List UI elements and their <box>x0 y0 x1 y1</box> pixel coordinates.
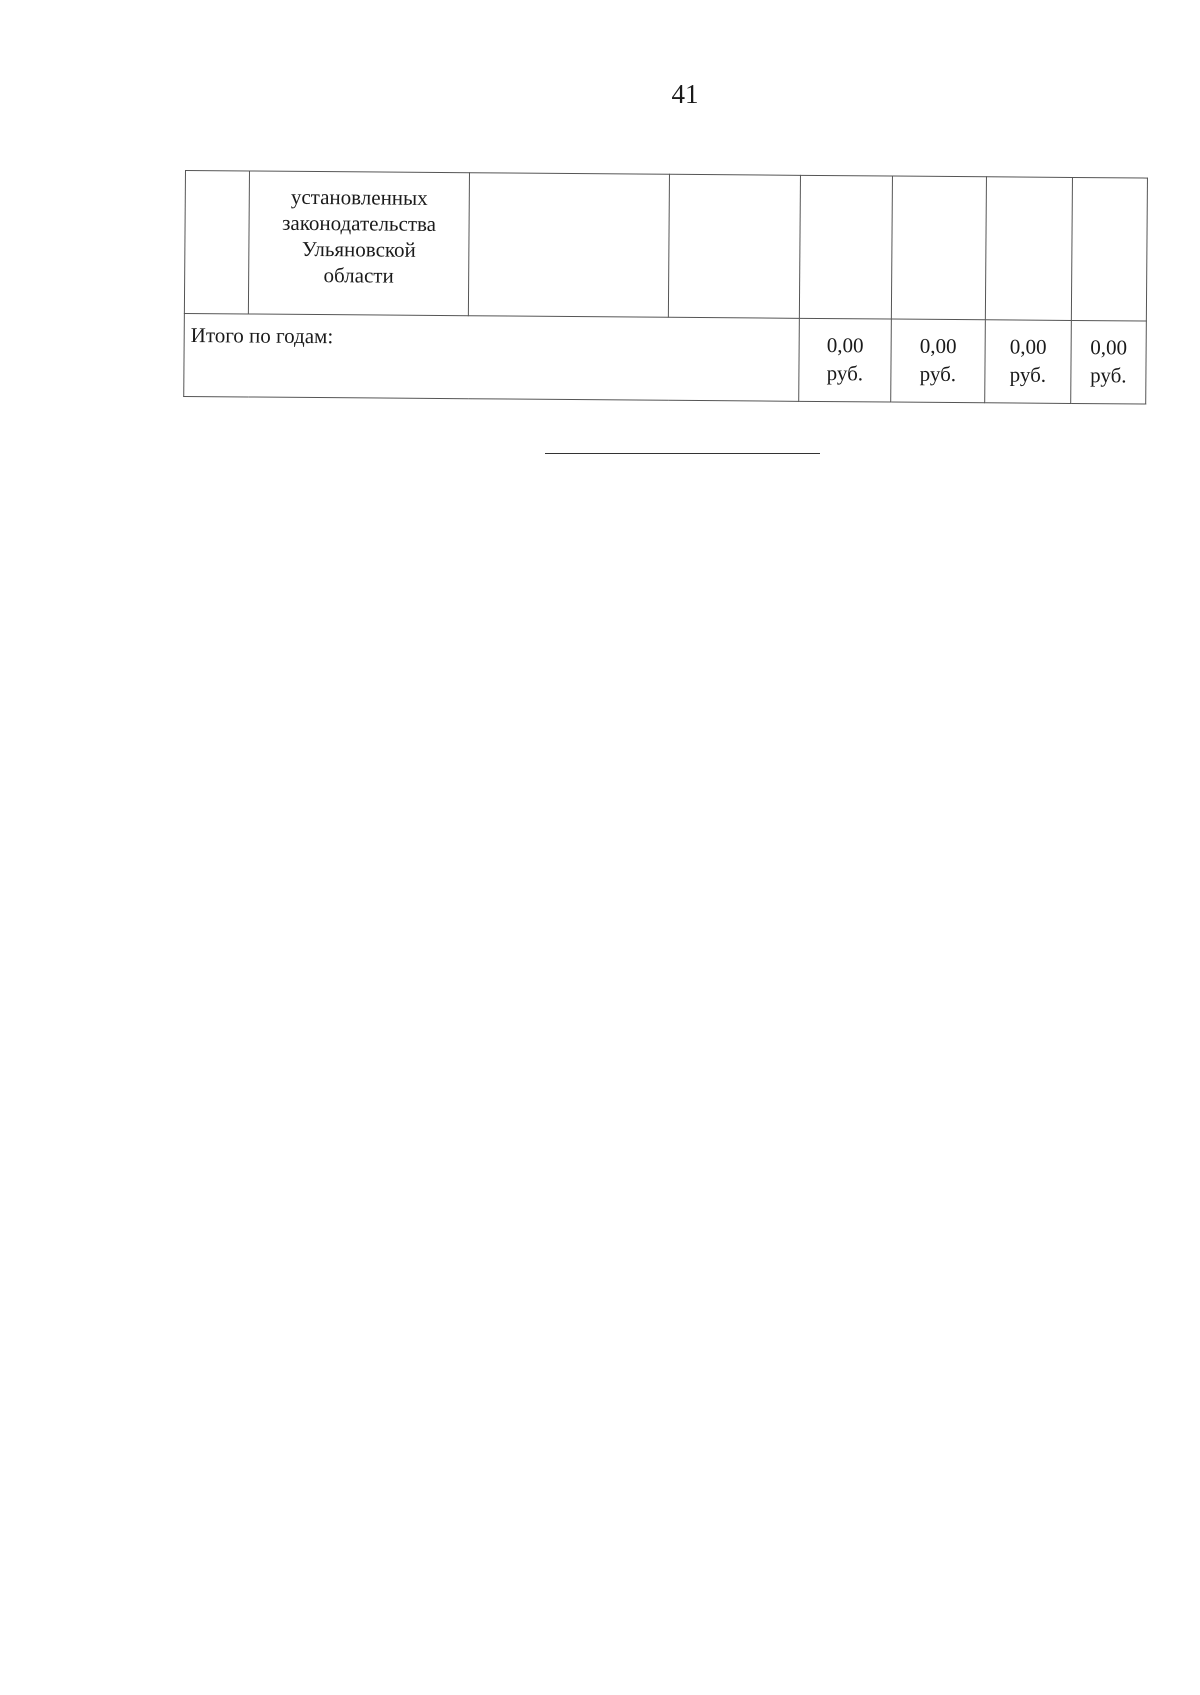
table-row <box>184 171 1147 322</box>
amount-value: 0,00 <box>1009 334 1047 359</box>
empty-cell <box>1071 177 1147 321</box>
amount-value: 0,00 <box>1090 335 1128 360</box>
amount-unit: руб. <box>1009 362 1047 387</box>
amount-unit: руб. <box>1090 363 1127 388</box>
total-amount-cell <box>891 319 986 403</box>
empty-cell <box>468 173 669 318</box>
closing-rule <box>545 453 820 454</box>
row-number-cell <box>184 171 249 314</box>
total-amount-cell <box>799 318 892 402</box>
description-line: Ульяновской <box>301 236 416 262</box>
empty-cell <box>799 175 892 319</box>
description-line: законодательства <box>282 210 437 236</box>
total-label: Итого по годам: <box>184 313 800 401</box>
amount-unit: руб. <box>826 361 864 386</box>
table-body <box>183 170 1148 405</box>
measure-description-cell <box>248 171 469 316</box>
amount-unit: руб. <box>919 361 957 387</box>
page-number: 41 <box>671 79 699 109</box>
total-amount-cell <box>985 320 1072 404</box>
amount-value: 0,00 <box>826 333 864 358</box>
empty-cell <box>891 176 986 320</box>
measures-table <box>183 170 1147 405</box>
total-amount-cell <box>1071 320 1147 404</box>
empty-cell <box>668 174 800 318</box>
total-row <box>184 313 1147 404</box>
empty-cell <box>985 177 1072 321</box>
description-line: области <box>323 263 394 288</box>
amount-value: 0,00 <box>919 333 957 359</box>
description-line: установленных <box>290 184 428 210</box>
